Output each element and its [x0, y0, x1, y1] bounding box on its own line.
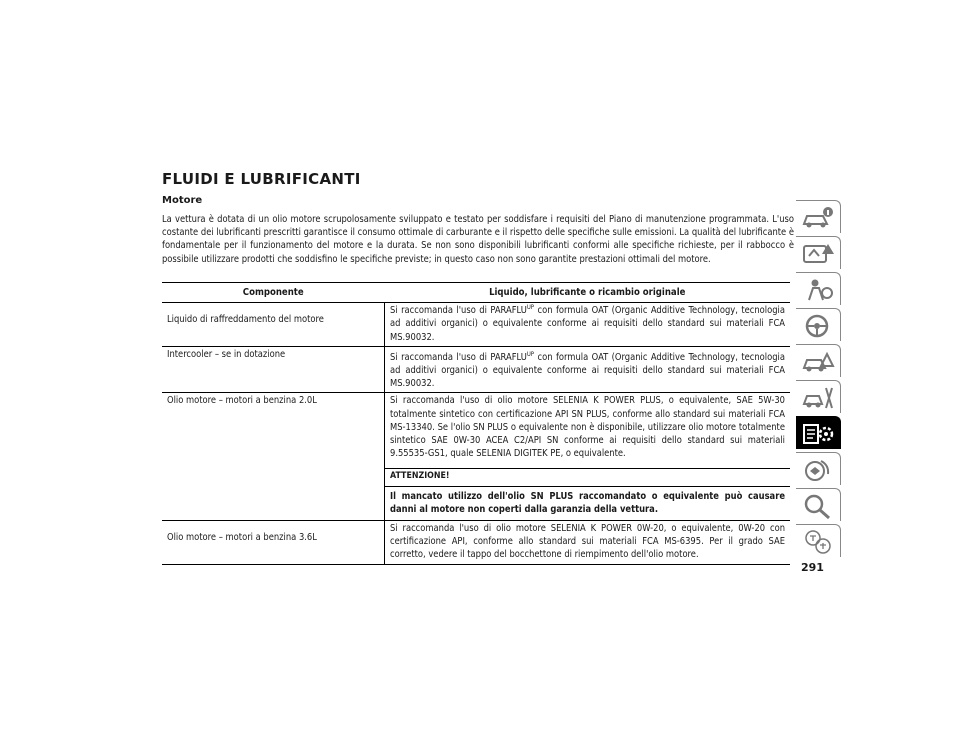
fluid-cell: Si raccomanda l'uso di olio motore SELENIA K POWER 0W-20, o equivalente, 0W-20 con certificazione API, conforme allo standard sui materiali FCA MS-6395. Per il grado SAE corretto, vedere il tappo del bocchettone di riempimento dell'olio motore.: [385, 521, 791, 565]
fluid-cell: [385, 346, 791, 393]
car-info-icon: [801, 204, 835, 232]
fluid-text: con formula OAT (Organic Additive Technology, tecnologia ad additivi organici) o equivalente conforme ai requisiti dello standard sui materiali FCA MS.90032.: [390, 305, 785, 343]
tab-safety[interactable]: [796, 272, 841, 305]
steering-wheel-icon: [801, 312, 835, 340]
technical-specs-icon: [801, 420, 835, 448]
tab-languages[interactable]: [796, 524, 841, 557]
service-tools-icon: [801, 384, 835, 412]
languages-icon: [801, 528, 835, 556]
page-number: 291: [801, 561, 824, 574]
emergency-car-icon: [801, 348, 835, 376]
tab-vehicle-info[interactable]: [796, 200, 841, 233]
tab-service[interactable]: [796, 380, 841, 413]
table-row: [162, 346, 790, 393]
fluid-text: con formula OAT (Organic Additive Technology, tecnologia ad additivi organici) o equivalente conforme ai requisiti dello standard sui materiali FCA MS.90032.: [390, 351, 785, 390]
table-row: [162, 521, 790, 565]
table-row: [162, 393, 790, 469]
component-cell: Liquido di raffreddamento del motore: [162, 303, 385, 347]
fluid-cell: [385, 303, 791, 347]
column-header-fluid: Liquido, lubrificante o ricambio originale: [385, 283, 791, 303]
component-cell: Intercooler – se in dotazione: [162, 346, 385, 393]
column-header-component: Componente: [162, 283, 385, 303]
tab-index[interactable]: [796, 488, 841, 521]
warning-title: ATTENZIONE!: [385, 469, 791, 486]
tab-driving[interactable]: [796, 308, 841, 341]
tab-dashboard[interactable]: [796, 236, 841, 269]
tab-technical-specs[interactable]: [796, 416, 841, 449]
multimedia-icon: [801, 456, 835, 484]
fluids-table: [162, 282, 790, 565]
tab-emergency[interactable]: [796, 344, 841, 377]
table-header-row: [162, 283, 790, 303]
search-index-icon: [801, 492, 835, 520]
section-title: Motore: [162, 195, 203, 206]
superscript: UP: [526, 304, 535, 312]
component-cell: Olio motore – motori a benzina 2.0L: [162, 393, 385, 521]
fluid-text: Si raccomanda l'uso di PARAFLU: [390, 351, 527, 363]
warning-text: Il mancato utilizzo dell'olio SN PLUS raccomandato o equivalente può causare danni al motore non coperti dalla garanzia della vettura.: [385, 486, 791, 520]
component-cell: Olio motore – motori a benzina 3.6L: [162, 521, 385, 565]
intro-paragraph: La vettura è dotata di un olio motore scrupolosamente sviluppato e testato per soddisfare i requisiti del Piano di manutenzione programmata. L'uso costante dei lubrificanti prescritti garantisce il consumo ottimale di carburante e il rispetto delle specifiche sulle emissioni. La qualità del lubrificante è fondamentale per il funzionamento del motore e la durata. Se non sono disponibili lubrificanti conformi alle specifiche richieste, per il rabbocco è possibile utilizzare prodotti che soddisfino le specifiche previste; in questo caso non sono garantite prestazioni ottimali del motore.: [162, 214, 794, 265]
safety-airbag-icon: [801, 276, 835, 304]
table-row: [162, 303, 790, 347]
dashboard-warning-icon: [801, 240, 835, 268]
fluid-text: Si raccomanda l'uso di PARAFLU: [390, 305, 527, 317]
superscript: UP: [526, 350, 535, 358]
tab-multimedia[interactable]: [796, 452, 841, 485]
fluid-cell: Si raccomanda l'uso di olio motore SELENIA K POWER PLUS, o equivalente, SAE 5W-30 totalmente sintetico con certificazione API SN PLUS, conforme allo standard sui materiali FCA MS-13340. Se l'olio SN PLUS o equivalente non è disponibile, utilizzare olio motore totalmente sintetico SAE 0W-30 ACEA C2/API SN conforme ai requisiti dello standard sui materiali 9.55535-GS1, quale SELENIA DIGITEK PE, o equivalente.: [385, 393, 791, 469]
page-title: FLUIDI E LUBRIFICANTI: [162, 170, 361, 188]
